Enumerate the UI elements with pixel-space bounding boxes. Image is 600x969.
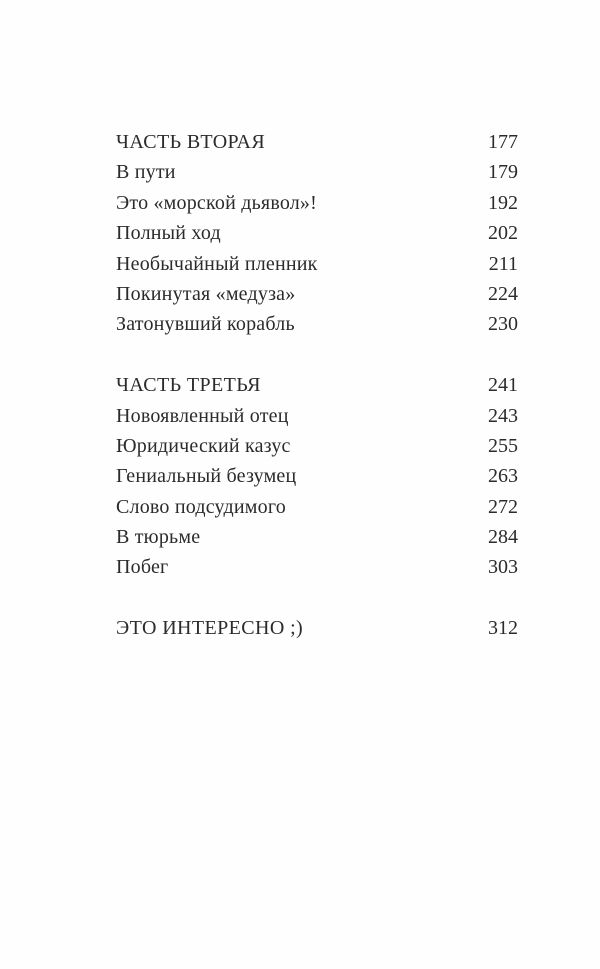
toc-heading-row [116, 617, 518, 647]
toc-entry-label: Побег [116, 556, 169, 579]
toc-page-number: 241 [488, 374, 518, 397]
toc-entry-label: Слово подсудимого [116, 495, 286, 518]
toc-page-number: 179 [488, 161, 518, 184]
toc-entry-row [116, 496, 518, 526]
toc-entry-label: Покинутая «медуза» [116, 282, 296, 305]
toc-heading-row [116, 374, 518, 404]
toc-entry-label: Затонувший корабль [116, 313, 295, 336]
toc-entry-label: В пути [116, 161, 176, 184]
toc-entry-row [116, 405, 518, 435]
toc-entry-label: Необычайный пленник [116, 252, 318, 275]
toc-page-number: 224 [488, 282, 518, 305]
toc-entry-row [116, 161, 518, 191]
toc-entry-label: Гениальный безумец [116, 465, 297, 488]
toc-section [116, 374, 518, 587]
toc-page-number: 272 [488, 495, 518, 518]
table-of-contents [116, 131, 518, 648]
toc-page-number: 243 [488, 404, 518, 427]
toc-section [116, 617, 518, 647]
toc-page-number: 263 [488, 465, 518, 488]
toc-entry-row [116, 526, 518, 556]
toc-page-number: 230 [488, 313, 518, 336]
toc-page-number: 211 [488, 252, 518, 275]
toc-heading-row [116, 131, 518, 161]
toc-page-number: 192 [488, 191, 518, 214]
toc-heading-label: ЭТО ИНТЕРЕСНО ;) [116, 617, 304, 640]
toc-entry-row [116, 465, 518, 495]
toc-entry-label: Полный ход [116, 222, 221, 245]
toc-page-number: 303 [488, 556, 518, 579]
toc-entry-row [116, 253, 518, 283]
toc-entry-row [116, 313, 518, 343]
toc-entry-row [116, 435, 518, 465]
toc-entry-row [116, 283, 518, 313]
toc-entry-row [116, 192, 518, 222]
toc-entry-label: В тюрьме [116, 526, 201, 549]
toc-entry-row [116, 556, 518, 586]
toc-entry-label: Это «морской дьявол»! [116, 191, 317, 214]
toc-page-number: 202 [488, 222, 518, 245]
toc-entry-label: Юридический казус [116, 434, 291, 457]
toc-page-number: 255 [488, 434, 518, 457]
toc-entry-row [116, 222, 518, 252]
toc-section [116, 131, 518, 344]
toc-entry-label: Новоявленный отец [116, 404, 289, 427]
toc-heading-label: ЧАСТЬ ВТОРАЯ [116, 131, 266, 153]
toc-page-number: 284 [488, 526, 518, 549]
toc-heading-label: ЧАСТЬ ТРЕТЬЯ [116, 374, 261, 397]
toc-page-number: 177 [488, 131, 518, 153]
toc-page-number: 312 [488, 617, 518, 640]
